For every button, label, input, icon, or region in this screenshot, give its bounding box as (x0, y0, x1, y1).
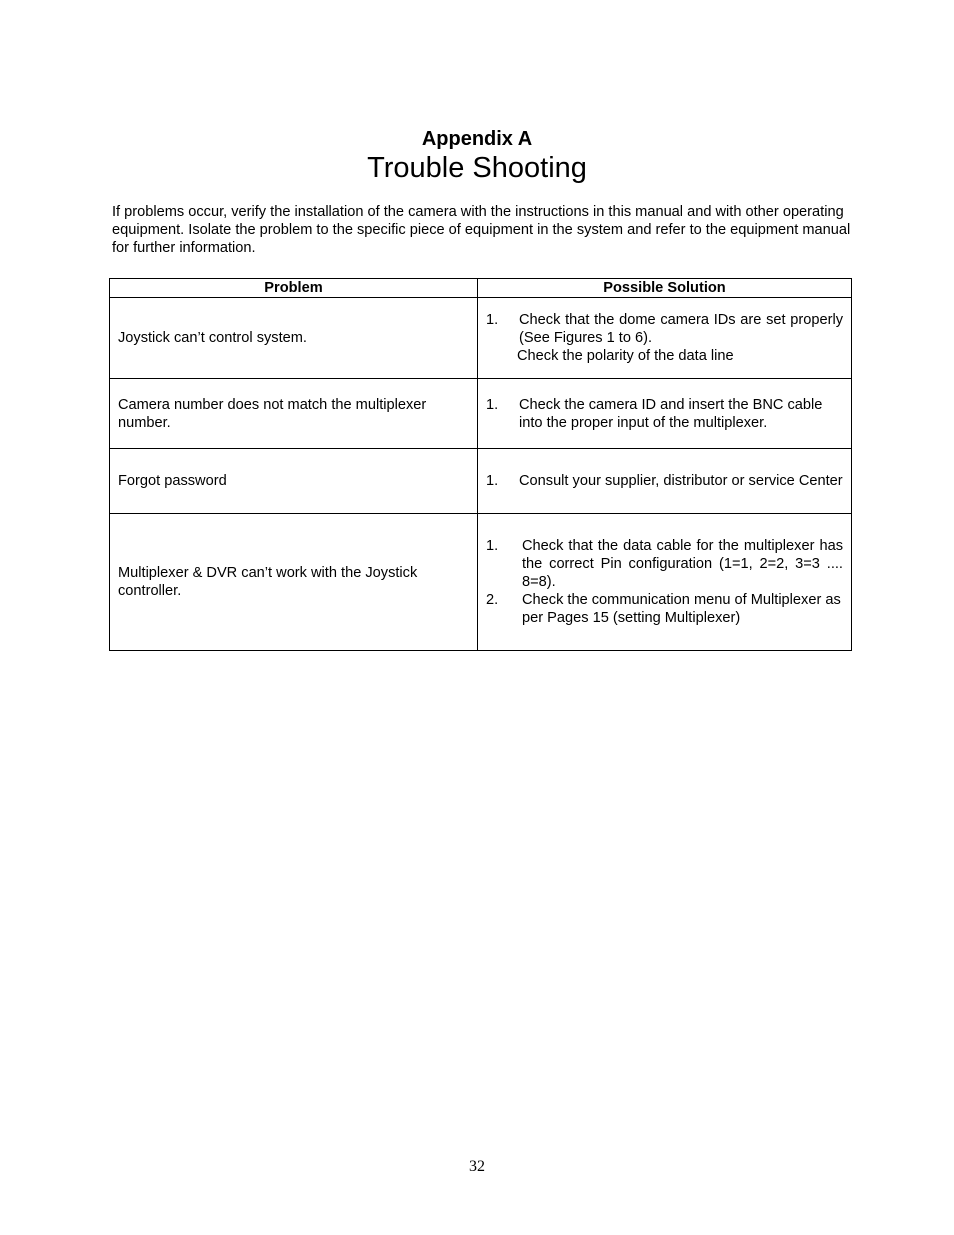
header-solution: Possible Solution (478, 279, 852, 298)
intro-paragraph: If problems occur, verify the installation of the camera with the instructions in this manual and with other operating equipment. Isolate the problem to the specific piece of equipment in the system and refer to the equipment manual for further information. (112, 204, 851, 256)
troubleshooting-table (109, 278, 852, 651)
item-number: 2. (486, 592, 499, 608)
solution-item (486, 591, 843, 627)
solution-item (486, 537, 843, 591)
problem-cell: Multiplexer & DVR can’t work with the Joystick controller. (110, 514, 478, 651)
item-number: 1. (486, 312, 499, 328)
page-number: 32 (469, 1158, 485, 1175)
solution-item (486, 311, 843, 347)
item-text: Consult your supplier, distributor or service Center (519, 473, 843, 489)
page-title: Trouble Shooting (367, 152, 587, 184)
appendix-label: Appendix A (421, 128, 533, 150)
table-row (110, 449, 852, 514)
problem-cell: Joystick can’t control system. (110, 298, 478, 379)
table-row (110, 379, 852, 449)
solution-cell (478, 379, 852, 449)
solution-item (486, 396, 843, 432)
problem-cell: Forgot password (110, 449, 478, 514)
item-text: Check that the data cable for the multiplexer has the correct Pin configuration (1=1, 2=2, 3=3 .... 8=8). (522, 538, 843, 590)
item-text: Check that the dome camera IDs are set properly (See Figures 1 to 6). (519, 312, 843, 346)
table-row (110, 298, 852, 379)
item-text: Check the communication menu of Multiplexer as per Pages 15 (setting Multiplexer) (522, 592, 841, 626)
solution-cell (478, 298, 852, 379)
item-number: 1. (486, 538, 499, 554)
item-number: 1. (486, 396, 499, 413)
table-header-row (110, 279, 852, 298)
table-row (110, 514, 852, 651)
item-number: 1. (486, 473, 499, 489)
header-problem: Problem (110, 279, 478, 298)
solution-cell (478, 514, 852, 651)
solution-cell (478, 449, 852, 514)
solution-item (486, 472, 843, 490)
solution-note: Check the polarity of the data line (517, 348, 734, 364)
item-text: Check the camera ID and insert the BNC cable into the proper input of the multiplexer. (519, 396, 823, 431)
problem-cell: Camera number does not match the multiplexer number. (110, 379, 478, 449)
